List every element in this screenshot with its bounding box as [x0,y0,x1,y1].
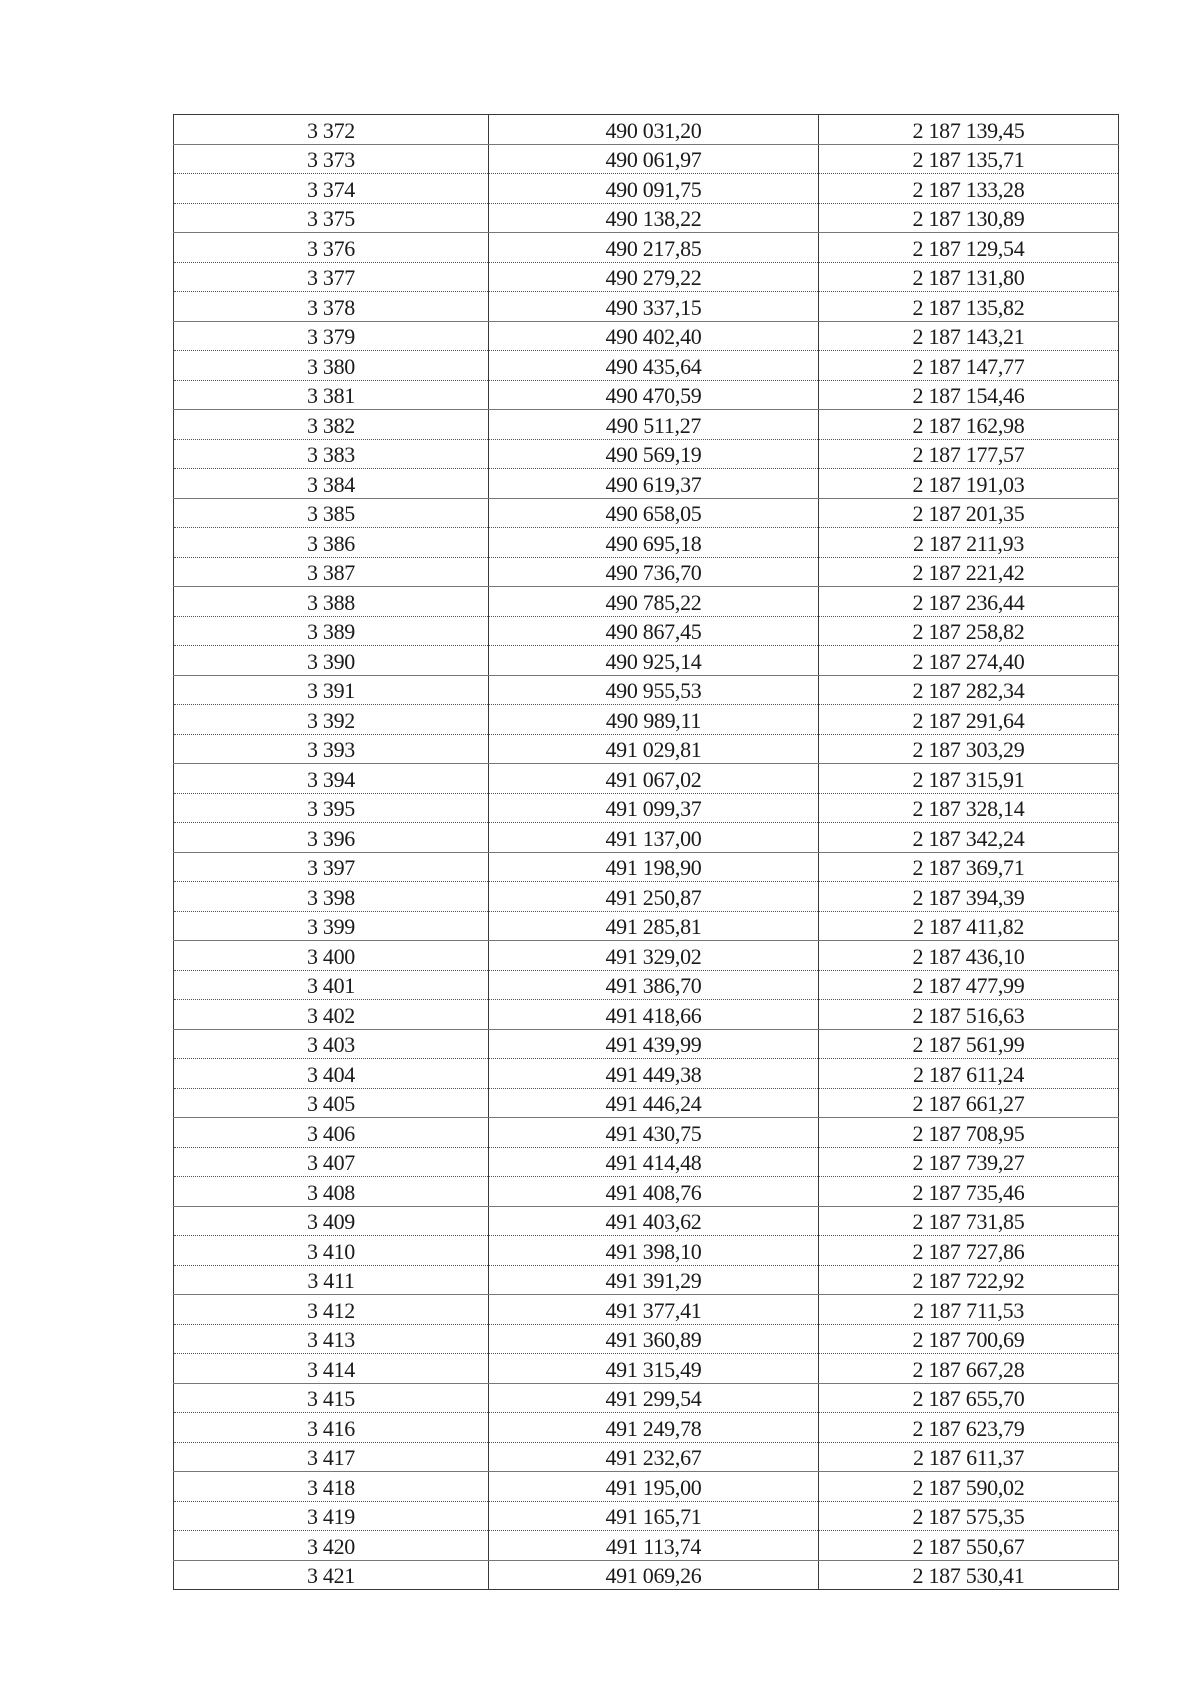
point-number-cell: 3 377 [174,262,489,292]
point-number-cell: 3 397 [174,852,489,882]
x-coordinate-cell: 490 470,59 [489,380,819,410]
table-row [174,587,1119,617]
x-coordinate-cell: 491 418,66 [489,1000,819,1030]
x-coordinate-cell: 491 067,02 [489,764,819,794]
y-coordinate-cell: 2 187 394,39 [819,882,1119,912]
y-coordinate-cell: 2 187 139,45 [819,115,1119,145]
y-coordinate-cell: 2 187 291,64 [819,705,1119,735]
point-number-cell: 3 384 [174,469,489,499]
point-number-cell: 3 403 [174,1029,489,1059]
point-number-cell: 3 382 [174,410,489,440]
y-coordinate-cell: 2 187 722,92 [819,1265,1119,1295]
table-row [174,410,1119,440]
table-row [174,1118,1119,1148]
table-row [174,675,1119,705]
point-number-cell: 3 408 [174,1177,489,1207]
y-coordinate-cell: 2 187 611,24 [819,1059,1119,1089]
table-row [174,1413,1119,1443]
point-number-cell: 3 411 [174,1265,489,1295]
x-coordinate-cell: 491 137,00 [489,823,819,853]
x-coordinate-cell: 490 511,27 [489,410,819,440]
y-coordinate-cell: 2 187 282,34 [819,675,1119,705]
y-coordinate-cell: 2 187 303,29 [819,734,1119,764]
x-coordinate-cell: 490 061,97 [489,144,819,174]
y-coordinate-cell: 2 187 131,80 [819,262,1119,292]
table-row [174,1177,1119,1207]
x-coordinate-cell: 490 279,22 [489,262,819,292]
x-coordinate-cell: 491 069,26 [489,1560,819,1590]
point-number-cell: 3 413 [174,1324,489,1354]
y-coordinate-cell: 2 187 711,53 [819,1295,1119,1325]
table-row [174,941,1119,971]
point-number-cell: 3 396 [174,823,489,853]
x-coordinate-cell: 491 113,74 [489,1531,819,1561]
point-number-cell: 3 418 [174,1472,489,1502]
x-coordinate-cell: 491 249,78 [489,1413,819,1443]
x-coordinate-cell: 491 414,48 [489,1147,819,1177]
point-number-cell: 3 399 [174,911,489,941]
point-number-cell: 3 386 [174,528,489,558]
point-number-cell: 3 373 [174,144,489,174]
point-number-cell: 3 391 [174,675,489,705]
y-coordinate-cell: 2 187 130,89 [819,203,1119,233]
table-row [174,1029,1119,1059]
y-coordinate-cell: 2 187 177,57 [819,439,1119,469]
point-number-cell: 3 421 [174,1560,489,1590]
x-coordinate-cell: 491 099,37 [489,793,819,823]
table-row [174,734,1119,764]
point-number-cell: 3 390 [174,646,489,676]
y-coordinate-cell: 2 187 708,95 [819,1118,1119,1148]
y-coordinate-cell: 2 187 369,71 [819,852,1119,882]
x-coordinate-cell: 490 091,75 [489,174,819,204]
table-row [174,292,1119,322]
point-number-cell: 3 395 [174,793,489,823]
y-coordinate-cell: 2 187 135,82 [819,292,1119,322]
x-coordinate-cell: 491 250,87 [489,882,819,912]
table-row [174,1000,1119,1030]
y-coordinate-cell: 2 187 236,44 [819,587,1119,617]
point-number-cell: 3 375 [174,203,489,233]
point-number-cell: 3 378 [174,292,489,322]
point-number-cell: 3 379 [174,321,489,351]
x-coordinate-cell: 491 232,67 [489,1442,819,1472]
point-number-cell: 3 412 [174,1295,489,1325]
point-number-cell: 3 405 [174,1088,489,1118]
point-number-cell: 3 414 [174,1354,489,1384]
x-coordinate-cell: 490 785,22 [489,587,819,617]
x-coordinate-cell: 490 402,40 [489,321,819,351]
x-coordinate-cell: 490 337,15 [489,292,819,322]
y-coordinate-cell: 2 187 739,27 [819,1147,1119,1177]
table-row [174,646,1119,676]
point-number-cell: 3 372 [174,115,489,145]
table-row [174,1059,1119,1089]
table-row [174,616,1119,646]
y-coordinate-cell: 2 187 411,82 [819,911,1119,941]
x-coordinate-cell: 491 391,29 [489,1265,819,1295]
y-coordinate-cell: 2 187 342,24 [819,823,1119,853]
y-coordinate-cell: 2 187 655,70 [819,1383,1119,1413]
x-coordinate-cell: 490 736,70 [489,557,819,587]
point-number-cell: 3 420 [174,1531,489,1561]
x-coordinate-cell: 490 569,19 [489,439,819,469]
y-coordinate-cell: 2 187 154,46 [819,380,1119,410]
y-coordinate-cell: 2 187 258,82 [819,616,1119,646]
x-coordinate-cell: 490 619,37 [489,469,819,499]
y-coordinate-cell: 2 187 143,21 [819,321,1119,351]
x-coordinate-cell: 491 430,75 [489,1118,819,1148]
table-row [174,1472,1119,1502]
point-number-cell: 3 409 [174,1206,489,1236]
point-number-cell: 3 385 [174,498,489,528]
x-coordinate-cell: 491 360,89 [489,1324,819,1354]
table-row [174,321,1119,351]
table-row [174,498,1119,528]
table-row [174,823,1119,853]
table-row [174,970,1119,1000]
y-coordinate-cell: 2 187 661,27 [819,1088,1119,1118]
point-number-cell: 3 380 [174,351,489,381]
y-coordinate-cell: 2 187 162,98 [819,410,1119,440]
y-coordinate-cell: 2 187 561,99 [819,1029,1119,1059]
point-number-cell: 3 387 [174,557,489,587]
point-number-cell: 3 401 [174,970,489,1000]
y-coordinate-cell: 2 187 700,69 [819,1324,1119,1354]
coordinates-table-body [174,115,1119,1590]
y-coordinate-cell: 2 187 211,93 [819,528,1119,558]
x-coordinate-cell: 490 217,85 [489,233,819,263]
y-coordinate-cell: 2 187 274,40 [819,646,1119,676]
y-coordinate-cell: 2 187 590,02 [819,1472,1119,1502]
point-number-cell: 3 417 [174,1442,489,1472]
point-number-cell: 3 406 [174,1118,489,1148]
y-coordinate-cell: 2 187 436,10 [819,941,1119,971]
point-number-cell: 3 394 [174,764,489,794]
x-coordinate-cell: 490 989,11 [489,705,819,735]
table-row [174,469,1119,499]
x-coordinate-cell: 491 449,38 [489,1059,819,1089]
point-number-cell: 3 410 [174,1236,489,1266]
table-row [174,380,1119,410]
x-coordinate-cell: 491 386,70 [489,970,819,1000]
x-coordinate-cell: 491 195,00 [489,1472,819,1502]
table-row [174,1206,1119,1236]
point-number-cell: 3 419 [174,1501,489,1531]
x-coordinate-cell: 491 198,90 [489,852,819,882]
x-coordinate-cell: 491 446,24 [489,1088,819,1118]
x-coordinate-cell: 491 408,76 [489,1177,819,1207]
table-row [174,233,1119,263]
table-row [174,1442,1119,1472]
y-coordinate-cell: 2 187 328,14 [819,793,1119,823]
table-row [174,764,1119,794]
point-number-cell: 3 398 [174,882,489,912]
x-coordinate-cell: 490 435,64 [489,351,819,381]
table-row [174,1324,1119,1354]
y-coordinate-cell: 2 187 516,63 [819,1000,1119,1030]
x-coordinate-cell: 491 377,41 [489,1295,819,1325]
x-coordinate-cell: 491 329,02 [489,941,819,971]
table-row [174,203,1119,233]
x-coordinate-cell: 490 138,22 [489,203,819,233]
y-coordinate-cell: 2 187 191,03 [819,469,1119,499]
table-row [174,262,1119,292]
table-row [174,793,1119,823]
y-coordinate-cell: 2 187 147,77 [819,351,1119,381]
point-number-cell: 3 415 [174,1383,489,1413]
point-number-cell: 3 402 [174,1000,489,1030]
x-coordinate-cell: 490 695,18 [489,528,819,558]
point-number-cell: 3 404 [174,1059,489,1089]
y-coordinate-cell: 2 187 735,46 [819,1177,1119,1207]
point-number-cell: 3 376 [174,233,489,263]
x-coordinate-cell: 491 165,71 [489,1501,819,1531]
table-row [174,1295,1119,1325]
table-row [174,1236,1119,1266]
y-coordinate-cell: 2 187 623,79 [819,1413,1119,1443]
table-row [174,1501,1119,1531]
y-coordinate-cell: 2 187 315,91 [819,764,1119,794]
point-number-cell: 3 392 [174,705,489,735]
point-number-cell: 3 388 [174,587,489,617]
point-number-cell: 3 407 [174,1147,489,1177]
y-coordinate-cell: 2 187 201,35 [819,498,1119,528]
y-coordinate-cell: 2 187 575,35 [819,1501,1119,1531]
x-coordinate-cell: 491 403,62 [489,1206,819,1236]
point-number-cell: 3 383 [174,439,489,469]
y-coordinate-cell: 2 187 135,71 [819,144,1119,174]
table-row [174,1383,1119,1413]
point-number-cell: 3 381 [174,380,489,410]
table-row [174,1265,1119,1295]
x-coordinate-cell: 490 955,53 [489,675,819,705]
table-row [174,115,1119,145]
y-coordinate-cell: 2 187 611,37 [819,1442,1119,1472]
x-coordinate-cell: 491 315,49 [489,1354,819,1384]
table-row [174,351,1119,381]
x-coordinate-cell: 491 299,54 [489,1383,819,1413]
y-coordinate-cell: 2 187 133,28 [819,174,1119,204]
table-row [174,1088,1119,1118]
x-coordinate-cell: 490 867,45 [489,616,819,646]
table-row [174,1560,1119,1590]
y-coordinate-cell: 2 187 530,41 [819,1560,1119,1590]
x-coordinate-cell: 490 031,20 [489,115,819,145]
x-coordinate-cell: 491 285,81 [489,911,819,941]
y-coordinate-cell: 2 187 731,85 [819,1206,1119,1236]
table-row [174,882,1119,912]
x-coordinate-cell: 491 439,99 [489,1029,819,1059]
table-row [174,439,1119,469]
point-number-cell: 3 400 [174,941,489,971]
y-coordinate-cell: 2 187 667,28 [819,1354,1119,1384]
table-row [174,174,1119,204]
x-coordinate-cell: 490 658,05 [489,498,819,528]
table-row [174,852,1119,882]
x-coordinate-cell: 490 925,14 [489,646,819,676]
y-coordinate-cell: 2 187 129,54 [819,233,1119,263]
x-coordinate-cell: 491 029,81 [489,734,819,764]
table-row [174,1147,1119,1177]
table-row [174,705,1119,735]
y-coordinate-cell: 2 187 221,42 [819,557,1119,587]
table-row [174,1531,1119,1561]
table-row [174,911,1119,941]
point-number-cell: 3 393 [174,734,489,764]
table-row [174,1354,1119,1384]
y-coordinate-cell: 2 187 550,67 [819,1531,1119,1561]
table-row [174,557,1119,587]
y-coordinate-cell: 2 187 477,99 [819,970,1119,1000]
point-number-cell: 3 389 [174,616,489,646]
x-coordinate-cell: 491 398,10 [489,1236,819,1266]
table-row [174,144,1119,174]
coordinates-table [173,114,1119,1590]
point-number-cell: 3 374 [174,174,489,204]
y-coordinate-cell: 2 187 727,86 [819,1236,1119,1266]
table-row [174,528,1119,558]
point-number-cell: 3 416 [174,1413,489,1443]
